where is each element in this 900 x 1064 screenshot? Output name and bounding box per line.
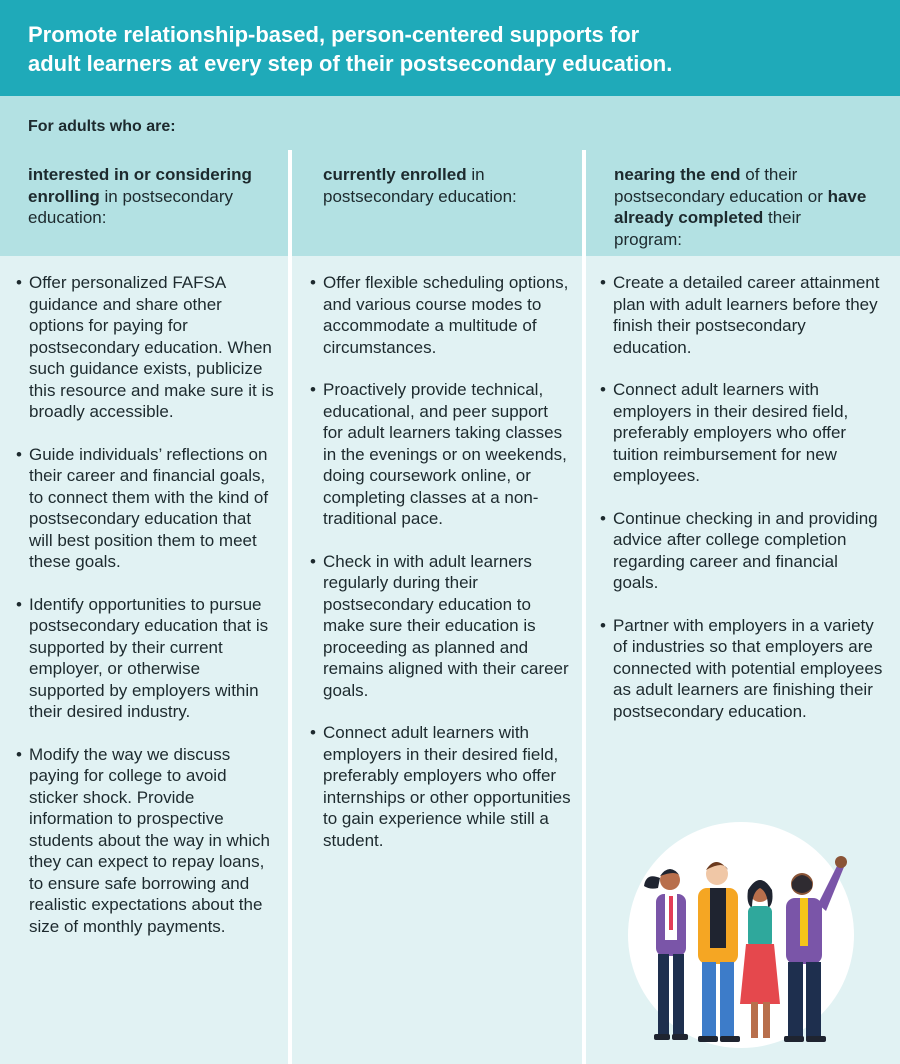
list-item: • Modify the way we discuss paying for college to avoid sticker shock. Provide information to prospective students about the way in which they can expect to repay loans, to ensure safe borrowing and realistic expectations about the size of monthly payments. (16, 744, 278, 938)
list-item: • Connect adult learners with employers in their desired field, preferably employers who offer tuition reimbursement for new employees. (600, 379, 885, 487)
recommendation-list (16, 272, 278, 937)
list-item: • Continue checking in and providing advice after college completion regarding career and financial goals. (600, 508, 885, 594)
column-heading-completing (614, 150, 869, 256)
list-item: • Guide individuals’ reflections on their career and financial goals, to connect them with the kind of postsecondary education that will best position them to meet these goals. (16, 444, 278, 573)
column-heading-considering (28, 150, 278, 256)
person-icon (644, 869, 688, 1040)
column-completing (600, 272, 885, 743)
list-item: • Connect adult learners with employers in their desired field, preferably employers who offer internships or other opportunities to gain experience while still a student. (310, 722, 572, 851)
page-title: Promote relationship-based, person-centered supports for adult learners at every step of their postsecondary education. (28, 22, 673, 76)
column-header-row (0, 150, 900, 256)
column-enrolled (310, 272, 572, 872)
heading-rest: in postsecondary education: (323, 165, 517, 206)
group-of-people-illustration (620, 840, 870, 1050)
column-heading-enrolled (323, 150, 573, 256)
heading-rest: their program: (614, 208, 802, 249)
heading-mid: of their postsecondary education or (614, 165, 828, 206)
column-considering (16, 272, 278, 958)
heading-bold: interested in or considering enrolling (28, 165, 252, 206)
list-item: • Create a detailed career attainment plan with adult learners before they finish their postsecondary education. (600, 272, 885, 358)
list-item: • Check in with adult learners regularly during their postsecondary education to make sure their education is proceeding as planned and remains aligned with their career goals. (310, 551, 572, 702)
recommendation-list (310, 272, 572, 851)
heading-rest: in postsecondary education: (28, 186, 234, 227)
heading-bold: nearing the end (614, 165, 741, 184)
audience-label: For adults who are: (0, 96, 900, 150)
list-item: • Offer personalized FAFSA guidance and share other options for paying for postsecondary education. When such guidance exists, publicize this resource and make sure it is broadly accessible. (16, 272, 278, 423)
column-divider (582, 150, 586, 1064)
list-item: • Offer flexible scheduling options, and various course modes to accommodate a multitude of circumstances. (310, 272, 572, 358)
heading-bold-2: have already completed (614, 186, 867, 227)
person-icon (698, 862, 740, 1042)
list-item: • Proactively provide technical, educational, and peer support for adult learners taking classes in the evenings or on weekends, doing coursework online, or completing classes at a non-traditional pace. (310, 379, 572, 530)
heading-bold: currently enrolled (323, 165, 467, 184)
recommendation-list (600, 272, 885, 722)
list-item: • Partner with employers in a variety of industries so that employers are connected with potential employees as adult learners are finishing their postsecondary education. (600, 615, 885, 723)
list-item: • Identify opportunities to pursue postsecondary education that is supported by their current employer, or otherwise supported by employers within their desired industry. (16, 594, 278, 723)
person-icon (784, 856, 847, 1042)
person-icon (740, 880, 780, 1038)
column-divider (288, 150, 292, 1064)
banner (0, 0, 900, 96)
